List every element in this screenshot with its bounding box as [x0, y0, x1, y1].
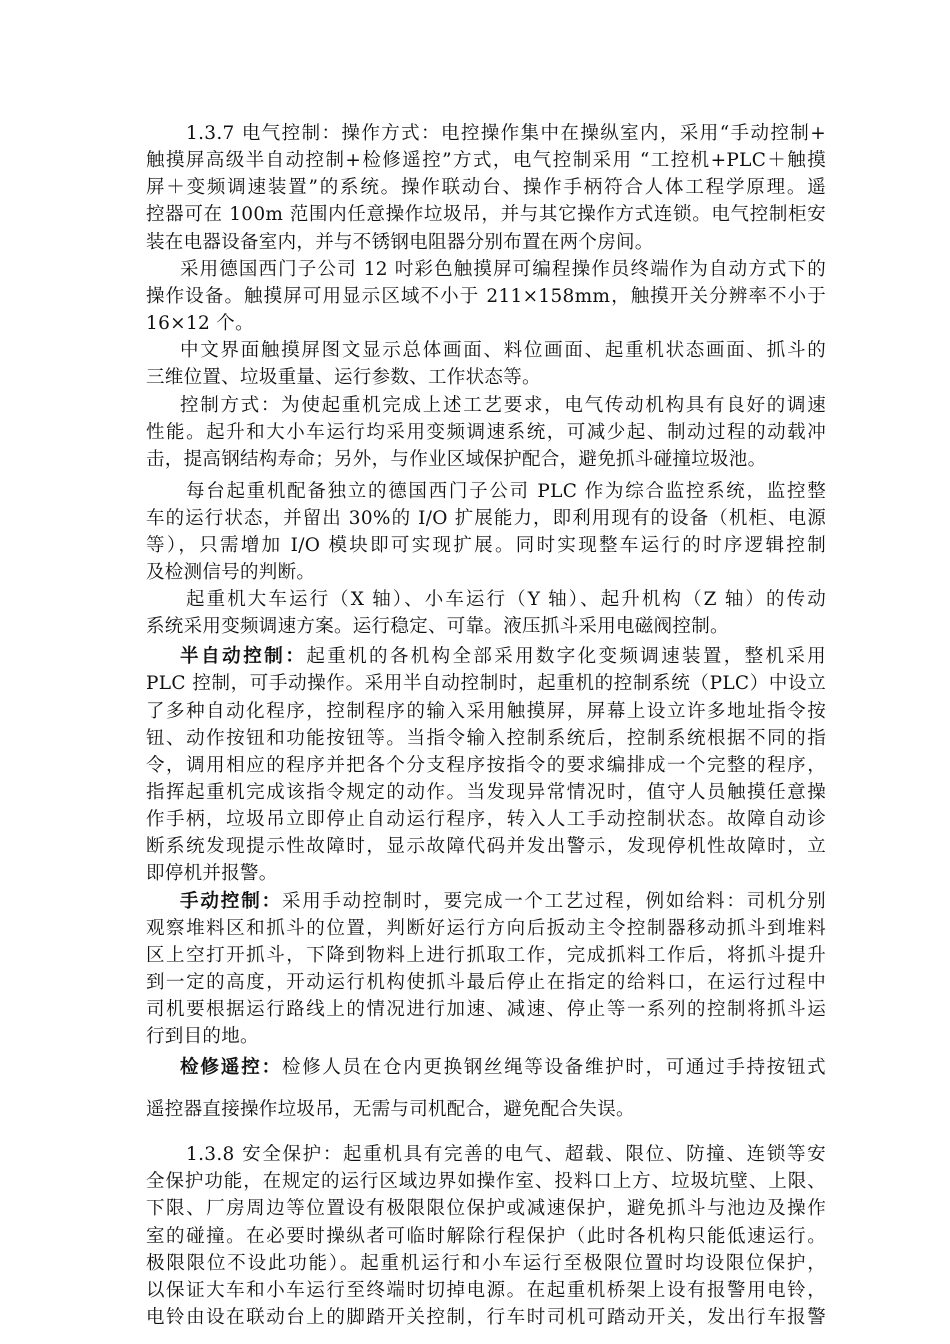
- paragraph-line: 三维位置、垃圾重量、运行参数、工作状态等。: [146, 367, 541, 389]
- paragraph-line: 1.3.8 安全保护：起重机具有完善的电气、超载、限位、防撞、连锁等安: [186, 1144, 826, 1166]
- paragraph-line: 装在电器设备室内，并与不锈钢电阻器分别布置在两个房间。: [146, 231, 654, 253]
- paragraph-line: [180, 643, 826, 670]
- paragraph-line: 钮、动作按钮和功能按钮等。当指令输入控制系统后，控制系统根据不同的指: [146, 727, 826, 749]
- paragraph-line: 及检测信号的判断。: [146, 562, 316, 584]
- paragraph-line: 到一定的高度，开动运行机构使抓斗最后停止在指定的给料口，在运行过程中: [146, 972, 826, 994]
- paragraph-line: 起重机大车运行（X 轴）、小车运行（Y 轴）、起升机构（Z 轴）的传动: [186, 589, 826, 611]
- paragraph-line: 作手柄，垃圾吊立即停止自动运行程序，转入人工手动控制状态。故障自动诊: [146, 809, 826, 831]
- paragraph-line: 电铃由设在联动台上的脚踏开关控制，行车时司机可踏动开关，发出行车报警: [146, 1307, 826, 1328]
- paragraph-line: 触摸屏高级半自动控制+检修遥控”方式，电气控制采用 “工控机+PLC＋触摸: [146, 150, 826, 172]
- paragraph-text: 检修人员在仓内更换钢丝绳等设备维护时，可通过手持按钮式: [282, 1057, 826, 1079]
- paragraph-line: 司机要根据运行路线上的情况进行加速、减速、停止等一系列的控制将抓斗运: [146, 999, 826, 1021]
- paragraph-line: 每台起重机配备独立的德国西门子公司 PLC 作为综合监控系统，监控整: [186, 480, 826, 502]
- paragraph-line: 下限、厂房周边等位置设有极限限位保护或减速保护，避免抓斗与池边及操作: [146, 1198, 826, 1220]
- paragraph-line: 行到目的地。: [146, 1026, 259, 1048]
- paragraph-line: 1.3.7 电气控制：操作方式：电控操作集中在操纵室内，采用“手动控制+: [186, 123, 826, 144]
- paragraph-line: 指挥起重机完成该指令规定的动作。当发现异常情况时，值守人员触摸任意操: [146, 781, 826, 803]
- paragraph-line: 控制方式：为使起重机完成上述工艺要求，电气传动机构具有良好的调速: [180, 394, 826, 416]
- paragraph-line: 中文界面触摸屏图文显示总体画面、料位画面、起重机状态画面、抓斗的: [180, 340, 826, 362]
- paragraph-line: [180, 1054, 826, 1081]
- paragraph-line: 了多种自动化程序，控制程序的输入采用触摸屏，屏幕上设立许多地址指令按: [146, 700, 826, 722]
- paragraph-line: 16×12 个。: [146, 313, 254, 335]
- section-heading: 检修遥控：: [180, 1057, 282, 1079]
- paragraph-line: 遥控器直接操作垃圾吊，无需与司机配合，避免配合失误。: [146, 1098, 635, 1120]
- paragraph-line: 观察堆料区和抓斗的位置，判断好运行方向后扳动主令控制器移动抓斗到堆料: [146, 917, 826, 939]
- paragraph-line: 全保护功能，在规定的运行区域边界如操作室、投料口上方、垃圾坑壁、上限、: [146, 1171, 826, 1193]
- paragraph-line: 令，调用相应的程序并把各个分支程序按指令的要求编排成一个完整的程序，: [146, 754, 826, 776]
- paragraph-line: 即停机并报警。: [146, 863, 278, 885]
- paragraph-line: 区上空打开抓斗，下降到物料上进行抓取工作，完成抓料工作后，将抓斗提升: [146, 944, 826, 966]
- paragraph-line: 极限限位不设此功能）。起重机运行和小车运行至极限位置时均设限位保护，: [146, 1252, 826, 1274]
- paragraph-line: 车的运行状态，并留出 30%的 I/O 扩展能力，即利用现有的设备（机柜、电源: [146, 507, 826, 529]
- paragraph-line: 断系统发现提示性故障时，显示故障代码并发出警示，发现停机性故障时，立: [146, 836, 826, 858]
- paragraph-line: [180, 888, 826, 915]
- paragraph-text: 起重机的各机构全部采用数字化变频调速装置，整机采用: [306, 646, 826, 668]
- section-heading: 半自动控制：: [180, 646, 307, 668]
- paragraph-line: 室的碰撞。在必要时操纵者可临时解除行程保护（此时各机构只能低速运行。: [146, 1225, 826, 1247]
- paragraph-line: 以保证大车和小车运行至终端时切掉电源。在起重机桥架上设有报警用电铃，: [146, 1279, 826, 1301]
- paragraph-line: 屏＋变频调速装置”的系统。操作联动台、操作手柄符合人体工程学原理。遥: [146, 177, 826, 199]
- paragraph-line: 操作设备。触摸屏可用显示区域不小于 211×158mm，触摸开关分辨率不小于: [146, 285, 826, 307]
- paragraph-line: 性能。起升和大小车运行均采用变频调速系统，可减少起、制动过程的动载冲: [146, 421, 826, 443]
- paragraph-line: 击，提高钢结构寿命；另外，与作业区域保护配合，避免抓斗碰撞垃圾池。: [146, 448, 767, 470]
- paragraph-line: 控器可在 100m 范围内任意操作垃圾吊，并与其它操作方式连锁。电气控制柜安: [146, 204, 826, 226]
- paragraph-text: 采用手动控制时，要完成一个工艺过程，例如给料：司机分别: [282, 890, 826, 912]
- paragraph-line: 采用德国西门子公司 12 吋彩色触摸屏可编程操作员终端作为自动方式下的: [180, 258, 826, 280]
- section-heading: 手动控制：: [180, 890, 282, 912]
- paragraph-line: 等），只需增加 I/O 模块即可实现扩展。同时实现整车运行的时序逻辑控制: [146, 534, 826, 556]
- paragraph-line: PLC 控制，可手动操作。采用半自动控制时，起重机的控制系统（PLC）中设立: [146, 673, 826, 695]
- paragraph-line: 系统采用变频调速方案。运行稳定、可靠。液压抓斗采用电磁阀控制。: [146, 616, 729, 638]
